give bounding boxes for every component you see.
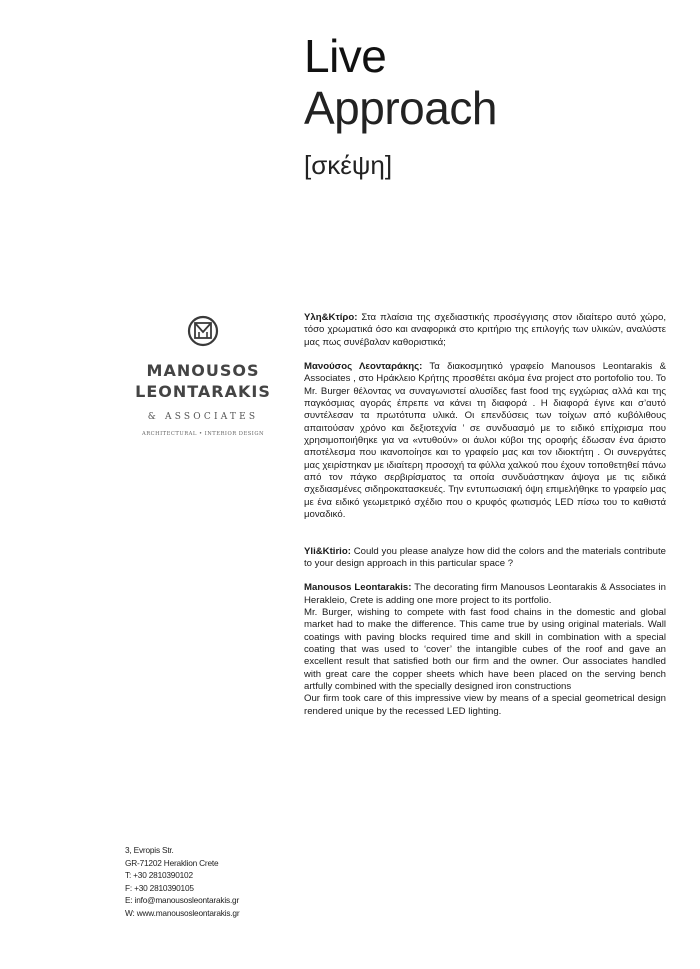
contact-fax: F: +30 2810390105 <box>125 882 194 893</box>
title-approach: Approach <box>304 82 497 134</box>
english-answer-text-1: The decorating firm Manousos Leontarakis & Associates in Herakleio, Crete is adding one more project to its portfolio. <box>304 582 666 606</box>
english-answer-label: Manousos Leontarakis: <box>304 582 412 594</box>
greek-question-text: Στα πλαίσια της σχεδιαστικής προσέγγισης στον ιδιαίτερο αυτό χώρο, τόσο χρωματικά όσο και αναφορικά στο κριτήριο της επιλογής των υλικών, αναλύστε μας πως συνέβαλαν καθοριστικά; <box>304 312 666 348</box>
greek-answer <box>304 361 666 521</box>
greek-answer-text: Τα διακοσμητικό γραφείο Manousos Leontarakis & Associates , στο Ηράκλειο Κρήτης προσθέτει ακόμα ένα project στο portofolio του. Το Mr. Burger θέλοντας να συναγωνιστεί αλυσίδες fast food της εγχώριας αλλά και της παγκόσμιας αγοράς έπρεπε να κάνει τη διαφορά . Η διαφορά έγινε και σ’αυτό συντέλεσαν τα πρωτότυπα υλικά. Οι επενδύσεις των τοίχων από κυβόλιθους απαιτούσαν χρόνο και δεξιοτεχνία ’ σε συνδυασμό με το ειδικό επίχρισμα που χρησιμοποιήθηκε για να «ντυθούν» οι άυλοι κύβοι της οροφής έδωσαν ένα άριστο αποτέλεσμα που ικανοποίησε και το γραφείο μας και τον ιδιοκτήτη . Οι συνεργάτες μας χειρίστηκαν με ιδιαίτερη προσοχή τα φύλλα χαλκού που έχουν τοποθετηθεί πάνω από τον πάγκο σερβιρίσματος τα οποία συνδυάστηκαν άψογα με τις ειδικά σχεδιασμένες σιδηροκατασκευές. Την εντυπωσιακή όψη επιμελήθηκε το γραφείο μας με ένα ειδικό γεωμετρικό σχέδιο που ο κρυφός φωτισμός LED πίσω του το καθιστά μοναδικό. <box>304 361 667 521</box>
contact-email[interactable]: E: info@manousosleontarakis.gr <box>125 895 240 906</box>
contact-block <box>125 844 239 920</box>
interview-text <box>304 312 666 718</box>
logo-name-line1: MANOUSOS <box>146 361 260 380</box>
english-answer-intro <box>304 582 666 607</box>
logo-emblem-icon <box>189 317 217 345</box>
contact-city: GR-71202 Heraklion Crete <box>125 857 219 868</box>
firm-logo <box>122 309 284 458</box>
greek-question <box>304 312 666 349</box>
logo-subline: ARCHITECTURAL • INTERIOR DESIGN <box>141 431 265 437</box>
title-subtitle: [σκέψη] <box>304 150 393 180</box>
title-live: Live <box>304 30 387 82</box>
english-answer-text-2: Mr. Burger, wishing to compete with fast food chains in the domestic and global market had to make the difference. This came true by using original materials. Wall coatings with paving blocks required time and skill in combination with a special coating that was used to ‘cover’ the intangible cubes of the roof and gave an excellent result that satisfied both our firm and the owner. Our associates handled with great care the copper sheets which have been placed on the serving bench artfully combined with the specially designed iron constructions <box>304 606 666 692</box>
logo-name-line2: LEONTARAKIS <box>135 382 271 401</box>
english-question-label: Yli&Ktirio: <box>304 545 351 557</box>
contact-website[interactable]: W: www.manousosleontarakis.gr <box>125 907 240 918</box>
greek-question-label: Υλη&Κτίρο: <box>304 312 358 323</box>
firm-logo-graphic <box>122 309 284 458</box>
english-question <box>304 546 666 571</box>
contact-phone: T: +30 2810390102 <box>125 870 193 881</box>
title-block <box>304 30 497 182</box>
contact-address: 3, Evropis Str. <box>125 845 174 855</box>
logo-tagline: & ASSOCIATES <box>147 412 259 422</box>
greek-answer-label: Μανούσος Λεονταράκης: <box>304 361 423 373</box>
english-answer-text-3: Our firm took care of this impressive view by means of a special geometrical design rendered unique by the recessed LED lighting. <box>304 693 666 717</box>
english-question-text: Could you please analyze how did the colors and the materials contribute to your design approach in this particular space ? <box>304 545 666 569</box>
